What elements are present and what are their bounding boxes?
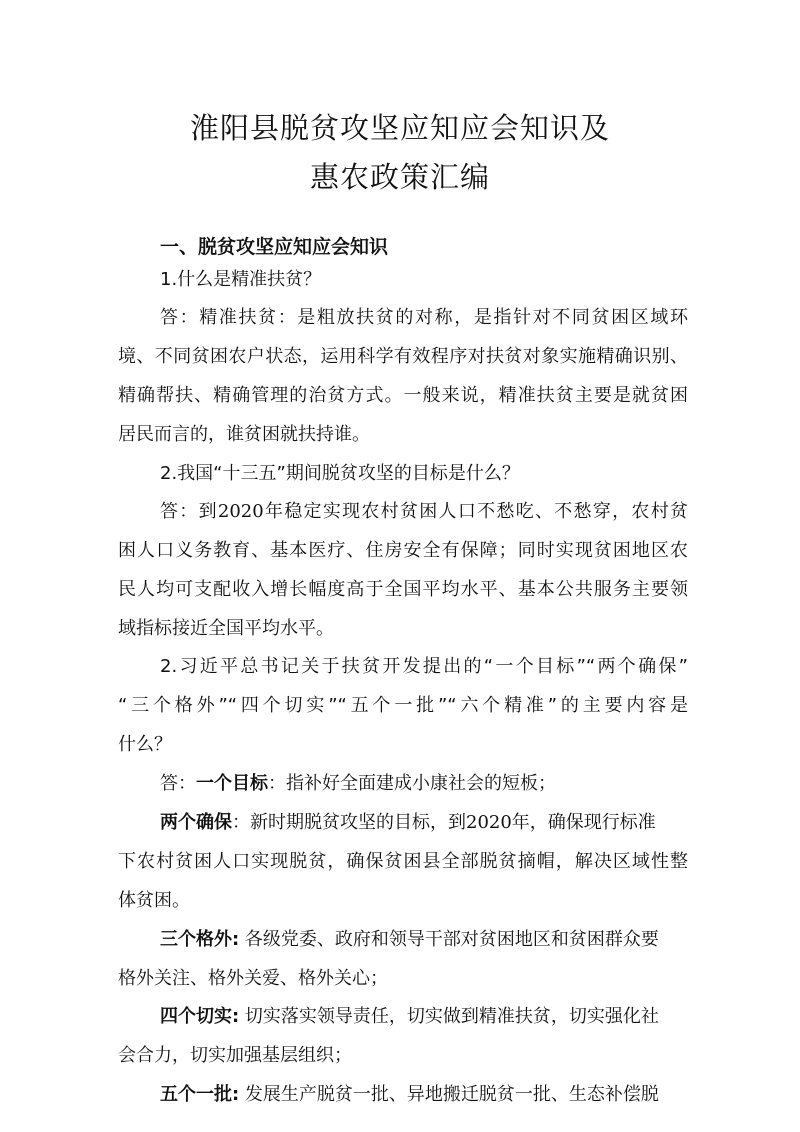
term-two-line-2: 下农村贫困人口实现脱贫，确保贫困县全部脱贫摘帽，解决区域性整 [118,851,688,872]
question-1: 1.什么是精准扶贫？ [160,269,322,290]
answer-1-line-4: 居民而言的，谁贫困就扶持谁。 [118,424,370,445]
term-one-goal: 一个目标 [196,773,268,794]
term-four-line-1 [160,1005,688,1029]
term-five-line-1 [160,1083,688,1107]
term-five-text-1: 发展生产脱贫一批、异地搬迁脱贫一批、生态补偿脱 [239,1084,659,1105]
document-title-line-2: 惠农政策汇编 [309,160,490,194]
answer-2-line-3: 民人均可支配收入增长幅度高于全国平均水平、基本公共服务主要领 [118,579,688,600]
term-three-line-1 [160,928,688,952]
term-four-line-2: 会合力，切实加强基层组织； [118,1045,352,1066]
answer-2-line-2: 困人口义务教育、基本医疗、住房安全有保障；同时实现贫困地区农 [118,540,688,561]
term-five-batches: 五个一批: [160,1084,240,1105]
section-heading: 一、脱贫攻坚应知应会知识 [160,236,389,258]
question-2: 2.我国“十三五”期间脱贫攻坚的目标是什么？ [160,463,520,484]
term-two-line-1 [160,811,688,835]
question-3-line-1: 2.习近平总书记关于扶贫开发提出的“一个目标”“两个确保” [160,656,688,677]
term-four-text-1: 切实落实领导责任，切实做到精准扶贫，切实强化社 [239,1006,659,1027]
answer-3-line-1 [160,772,688,796]
term-three-extras: 三个格外: [160,929,240,950]
question-3-line-3: 什么？ [118,734,172,755]
question-3-line-2: “三个格外”“四个切实”“五个一批”“六个精准”的主要内容是 [118,695,688,716]
answer-2-line-1: 答：到2020年稳定实现农村贫困人口不愁吃、不愁穿，农村贫 [160,501,688,522]
answer-prefix: 答： [160,773,196,794]
answer-1-line-3: 精确帮扶、精确管理的治贫方式。一般来说，精准扶贫主要是就贫困 [118,385,688,406]
answer-1-line-2: 境、不同贫困农户状态，运用科学有效程序对扶贫对象实施精确识别、 [118,346,688,367]
term-one-goal-text: ：指补好全面建成小康社会的短板； [268,773,556,794]
term-two-line-3: 体贫困。 [118,890,190,911]
term-four-practical: 四个切实: [160,1006,240,1027]
answer-2-line-4: 域指标接近全国平均水平。 [118,618,334,639]
term-two-ensures: 两个确保 [160,812,232,833]
term-three-text-1: 各级党委、政府和领导干部对贫困地区和贫困群众要 [239,929,659,950]
document-title-line-1: 淮阳县脱贫攻坚应知应会知识及 [189,111,610,145]
term-two-text-1: ：新时期脱贫攻坚的目标，到2020年，确保现行标准 [232,812,656,833]
term-three-line-2: 格外关注、格外关爱、格外关心； [118,968,388,989]
answer-1-line-1: 答：精准扶贫：是粗放扶贫的对称，是指针对不同贫困区域环 [160,307,688,328]
